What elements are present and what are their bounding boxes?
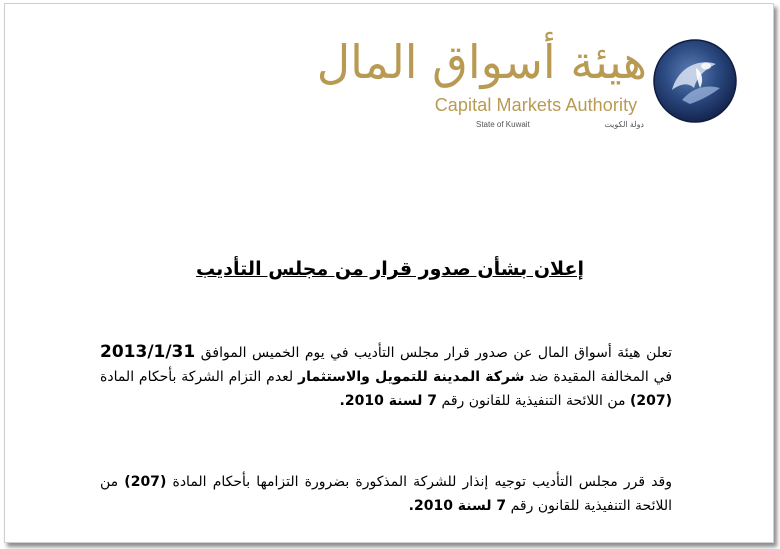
p1-text-4: من اللائحة التنفيذية للقانون رقم [441,393,626,409]
p2-end: . [408,498,414,514]
logo-state-line [476,120,644,129]
announcement-title: إعلان بشأن صدور قرار من مجلس التأديب [196,258,584,280]
p1-text-2: في المخالفة المقيدة ضد [529,369,673,385]
logo-state-ar: دولة الكويت [604,120,644,129]
p1-end: . [339,393,345,409]
announcement-paragraph-1 [100,340,672,413]
article-number: (207) [629,393,672,409]
p1-text-1: تعلن هيئة أسواق المال عن صدور قرار مجلس التأديب في يوم الخميس الموافق [200,345,673,361]
law-reference: 7 لسنة 2010 [344,393,438,409]
announcement-paragraph-2 [100,470,672,518]
p1-text-3: لعدم التزام الشركة بأحكام المادة [100,369,294,385]
logo-arabic-name: هيئة أسواق المال [316,35,647,89]
decision-date: 2013/1/31 [100,342,196,362]
company-name: شركة المدينة للتمويل والاستثمار [298,369,525,385]
p2-text-1: وقد قرر مجلس التأديب توجيه إنذار للشركة المذكورة بضرورة التزامها بأحكام المادة [172,474,673,490]
article-number-2: (207) [124,474,167,490]
p2-text-2: من اللائحة التنفيذية للقانون رقم [100,474,672,514]
cma-emblem-icon [652,38,738,124]
logo-english-name: Capital Markets Authority [434,95,638,115]
logo-state-en: State of Kuwait [476,120,530,129]
law-reference-2: 7 لسنة 2010 [413,498,507,514]
